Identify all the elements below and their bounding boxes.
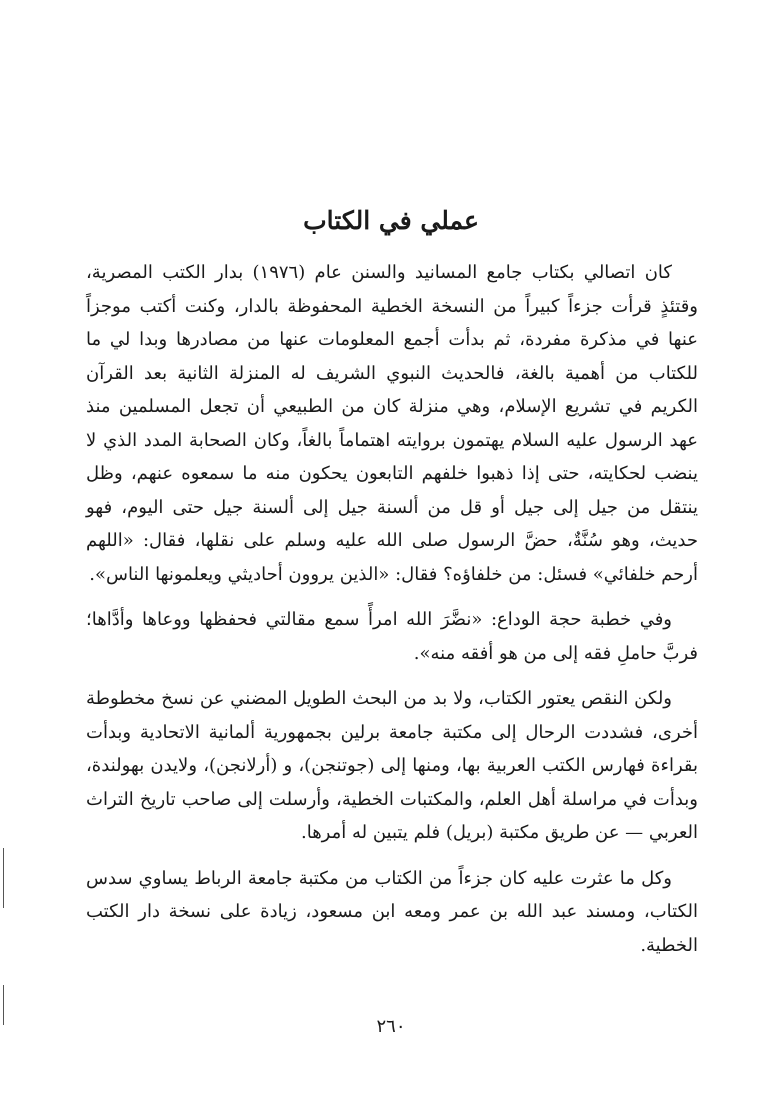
paragraph-2: وفي خطبة حجة الوداع: «نضَّرَ الله امرأً سمع مقالتي فحفظها ووعاها وأدَّاها؛ فربَّ حاملِ فقه إلى من هو أفقه منه». [86, 609, 698, 664]
paragraph-3: ولكن النقص يعتور الكتاب، ولا بد من البحث الطويل المضني عن نسخ مخطوطة أخرى، فشددت الرحال إلى مكتبة جامعة برلين بجمهورية ألمانية الاتحادية وبدأت بقراءة فهارس الكتب العربية بها، ومنها إلى (جوتنجن)، و (أرلانجن)، ولايدن بهولندة، وبدأت في مراسلة أهل العلم، والمكتبات الخطية، وأرسلت إلى صاحب تاريخ التراث العربي — عن طريق مكتبة (بريل) فلم يتبين له أمرها. [86, 688, 698, 843]
paragraph-1: كان اتصالي بكتاب جامع المسانيد والسنن عام (١٩٧٦) بدار الكتب المصرية، وقتئذٍ قرأت جزءاً كبيراً من النسخة الخطية المحفوظة بالدار، وكنت أكتب موجزاً عنها في مذكرة مفردة، ثم بدأت أجمع المعلومات عنها من مصادرها وبدا لي ما للكتاب من أهمية بالغة، فالحديث النبوي الشريف له المنزلة الثانية بعد القرآن الكريم في تشريع الإسلام، وهي منزلة كان من الطبيعي أن تجعل المسلمين منذ عهد الرسول عليه السلام يهتمون بروايته اهتماماً بالغاً، وكان الصحابة المدد الذي لا ينضب لحكايته، حتى إذا ذهبوا خلفهم التابعون يحكون منه ما سمعوه عنهم، وظل ينتقل من جيل إلى جيل أو قل من ألسنة جيل إلى ألسنة جيل حتى اليوم، فهو حديث، وهو سُنَّةٌ، حضَّ الرسول صلى الله عليه وسلم على نقلها، فقال: «اللهم أرحم خلفائي» فسئل: من خلفاؤه؟ فقال: «الذين يروون أحاديثي ويعلمونها الناس». [86, 262, 698, 585]
scan-edge-mark [3, 985, 4, 1025]
page-number: ٢٦٠ [376, 1016, 406, 1037]
page-title: عملي في الكتاب [303, 206, 479, 235]
scan-edge-mark [3, 848, 4, 908]
paragraph-4: وكل ما عثرت عليه كان جزءاً من الكتاب من مكتبة جامعة الرباط يساوي سدس الكتاب، ومسند عبد الله بن عمر ومعه ابن مسعود، زيادة على نسخة دار الكتب الخطية. [86, 867, 698, 956]
body-text [86, 256, 698, 962]
